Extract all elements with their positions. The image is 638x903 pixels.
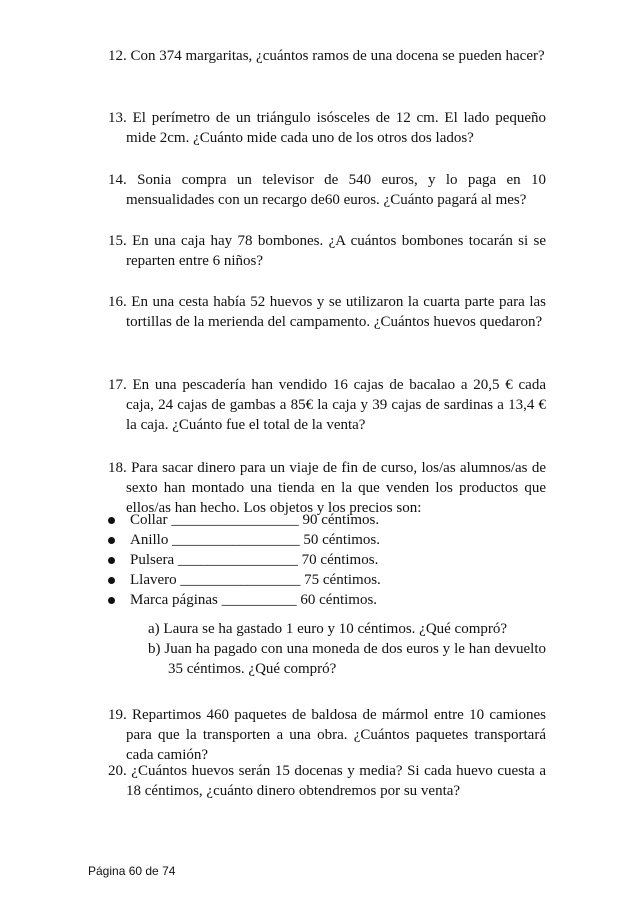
problem-text: En una cesta había 52 huevos y se utilizaron la cuarta parte para las tortillas de la merienda del campamento. ¿Cuántos huevos quedaron? <box>126 294 546 330</box>
page-number: Página 60 de 74 <box>88 864 176 878</box>
problem-19: 19. Repartimos 460 paquetes de baldosa de mármol entre 10 camiones para que la transporten a una obra. ¿Cuántos paquetes transportará cada camión? <box>108 707 546 763</box>
subquestion-a: a) Laura se ha gastado 1 euro y 10 céntimos. ¿Qué compró? <box>148 621 508 637</box>
problem-text: En una caja hay 78 bombones. ¿A cuántos bombones tocarán si se reparten entre 6 niños? <box>126 233 546 269</box>
subquestion-b: b) Juan ha pagado con una moneda de dos euros y le han devuelto 35 céntimos. ¿Qué compró? <box>148 641 546 677</box>
problem-text: Sonia compra un televisor de 540 euros, y lo paga en 10 mensualidades con un recargo de60 euros. ¿Cuánto pagará al mes? <box>126 172 546 208</box>
problem-text: Con 374 margaritas, ¿cuántos ramos de una docena se pueden hacer? <box>130 48 545 64</box>
problem-16 <box>108 292 546 332</box>
price-item-text: Pulsera ________________ 70 céntimos. <box>130 552 379 568</box>
price-item <box>108 590 508 610</box>
price-item-text: Collar _________________ 90 céntimos. <box>130 512 380 528</box>
problem-15 <box>108 231 546 271</box>
problem-number: 15. <box>108 233 127 249</box>
problem-20: 20. ¿Cuántos huevos serán 15 docenas y media? Si cada huevo cuesta a 18 céntimos, ¿cuánto dinero obtendremos por su venta? <box>108 763 546 799</box>
bullet-icon <box>108 537 115 544</box>
price-item-text: Llavero ________________ 75 céntimos. <box>130 572 381 588</box>
subquestion-list <box>148 619 546 679</box>
bullet-icon <box>108 577 115 584</box>
problem-17: 17. En una pescadería han vendido 16 cajas de bacalao a 20,5 € cada caja, 24 cajas de gambas a 85€ la caja y 39 cajas de sardinas a 13,4 € la caja. ¿Cuánto fue el total de la venta? <box>108 377 546 433</box>
price-item <box>108 510 508 530</box>
problem-number: 13. <box>108 110 127 126</box>
problem-18: 18. Para sacar dinero para un viaje de fin de curso, los/as alumnos/as de sexto han montado una tienda en la que venden los productos que ellos/as han hecho. Los objetos y los precios son: <box>108 460 546 516</box>
price-list <box>108 510 508 610</box>
price-item-text: Marca páginas __________ 60 céntimos. <box>130 592 378 608</box>
problem-number: 14. <box>108 172 127 188</box>
bullet-icon <box>108 597 115 604</box>
problem-number: 16. <box>108 294 127 310</box>
problem-13 <box>108 108 546 148</box>
price-item-text: Anillo _________________ 50 céntimos. <box>130 532 380 548</box>
bullet-icon <box>108 517 115 524</box>
problem-text: El perímetro de un triángulo isósceles de 12 cm. El lado pequeño mide 2cm. ¿Cuánto mide cada uno de los otros dos lados? <box>126 110 547 146</box>
price-item <box>108 530 508 550</box>
problem-12 <box>108 46 546 66</box>
bullet-icon <box>108 557 115 564</box>
price-item <box>108 550 508 570</box>
problem-number: 12. <box>108 48 127 64</box>
problem-14 <box>108 170 546 210</box>
price-item <box>108 570 508 590</box>
